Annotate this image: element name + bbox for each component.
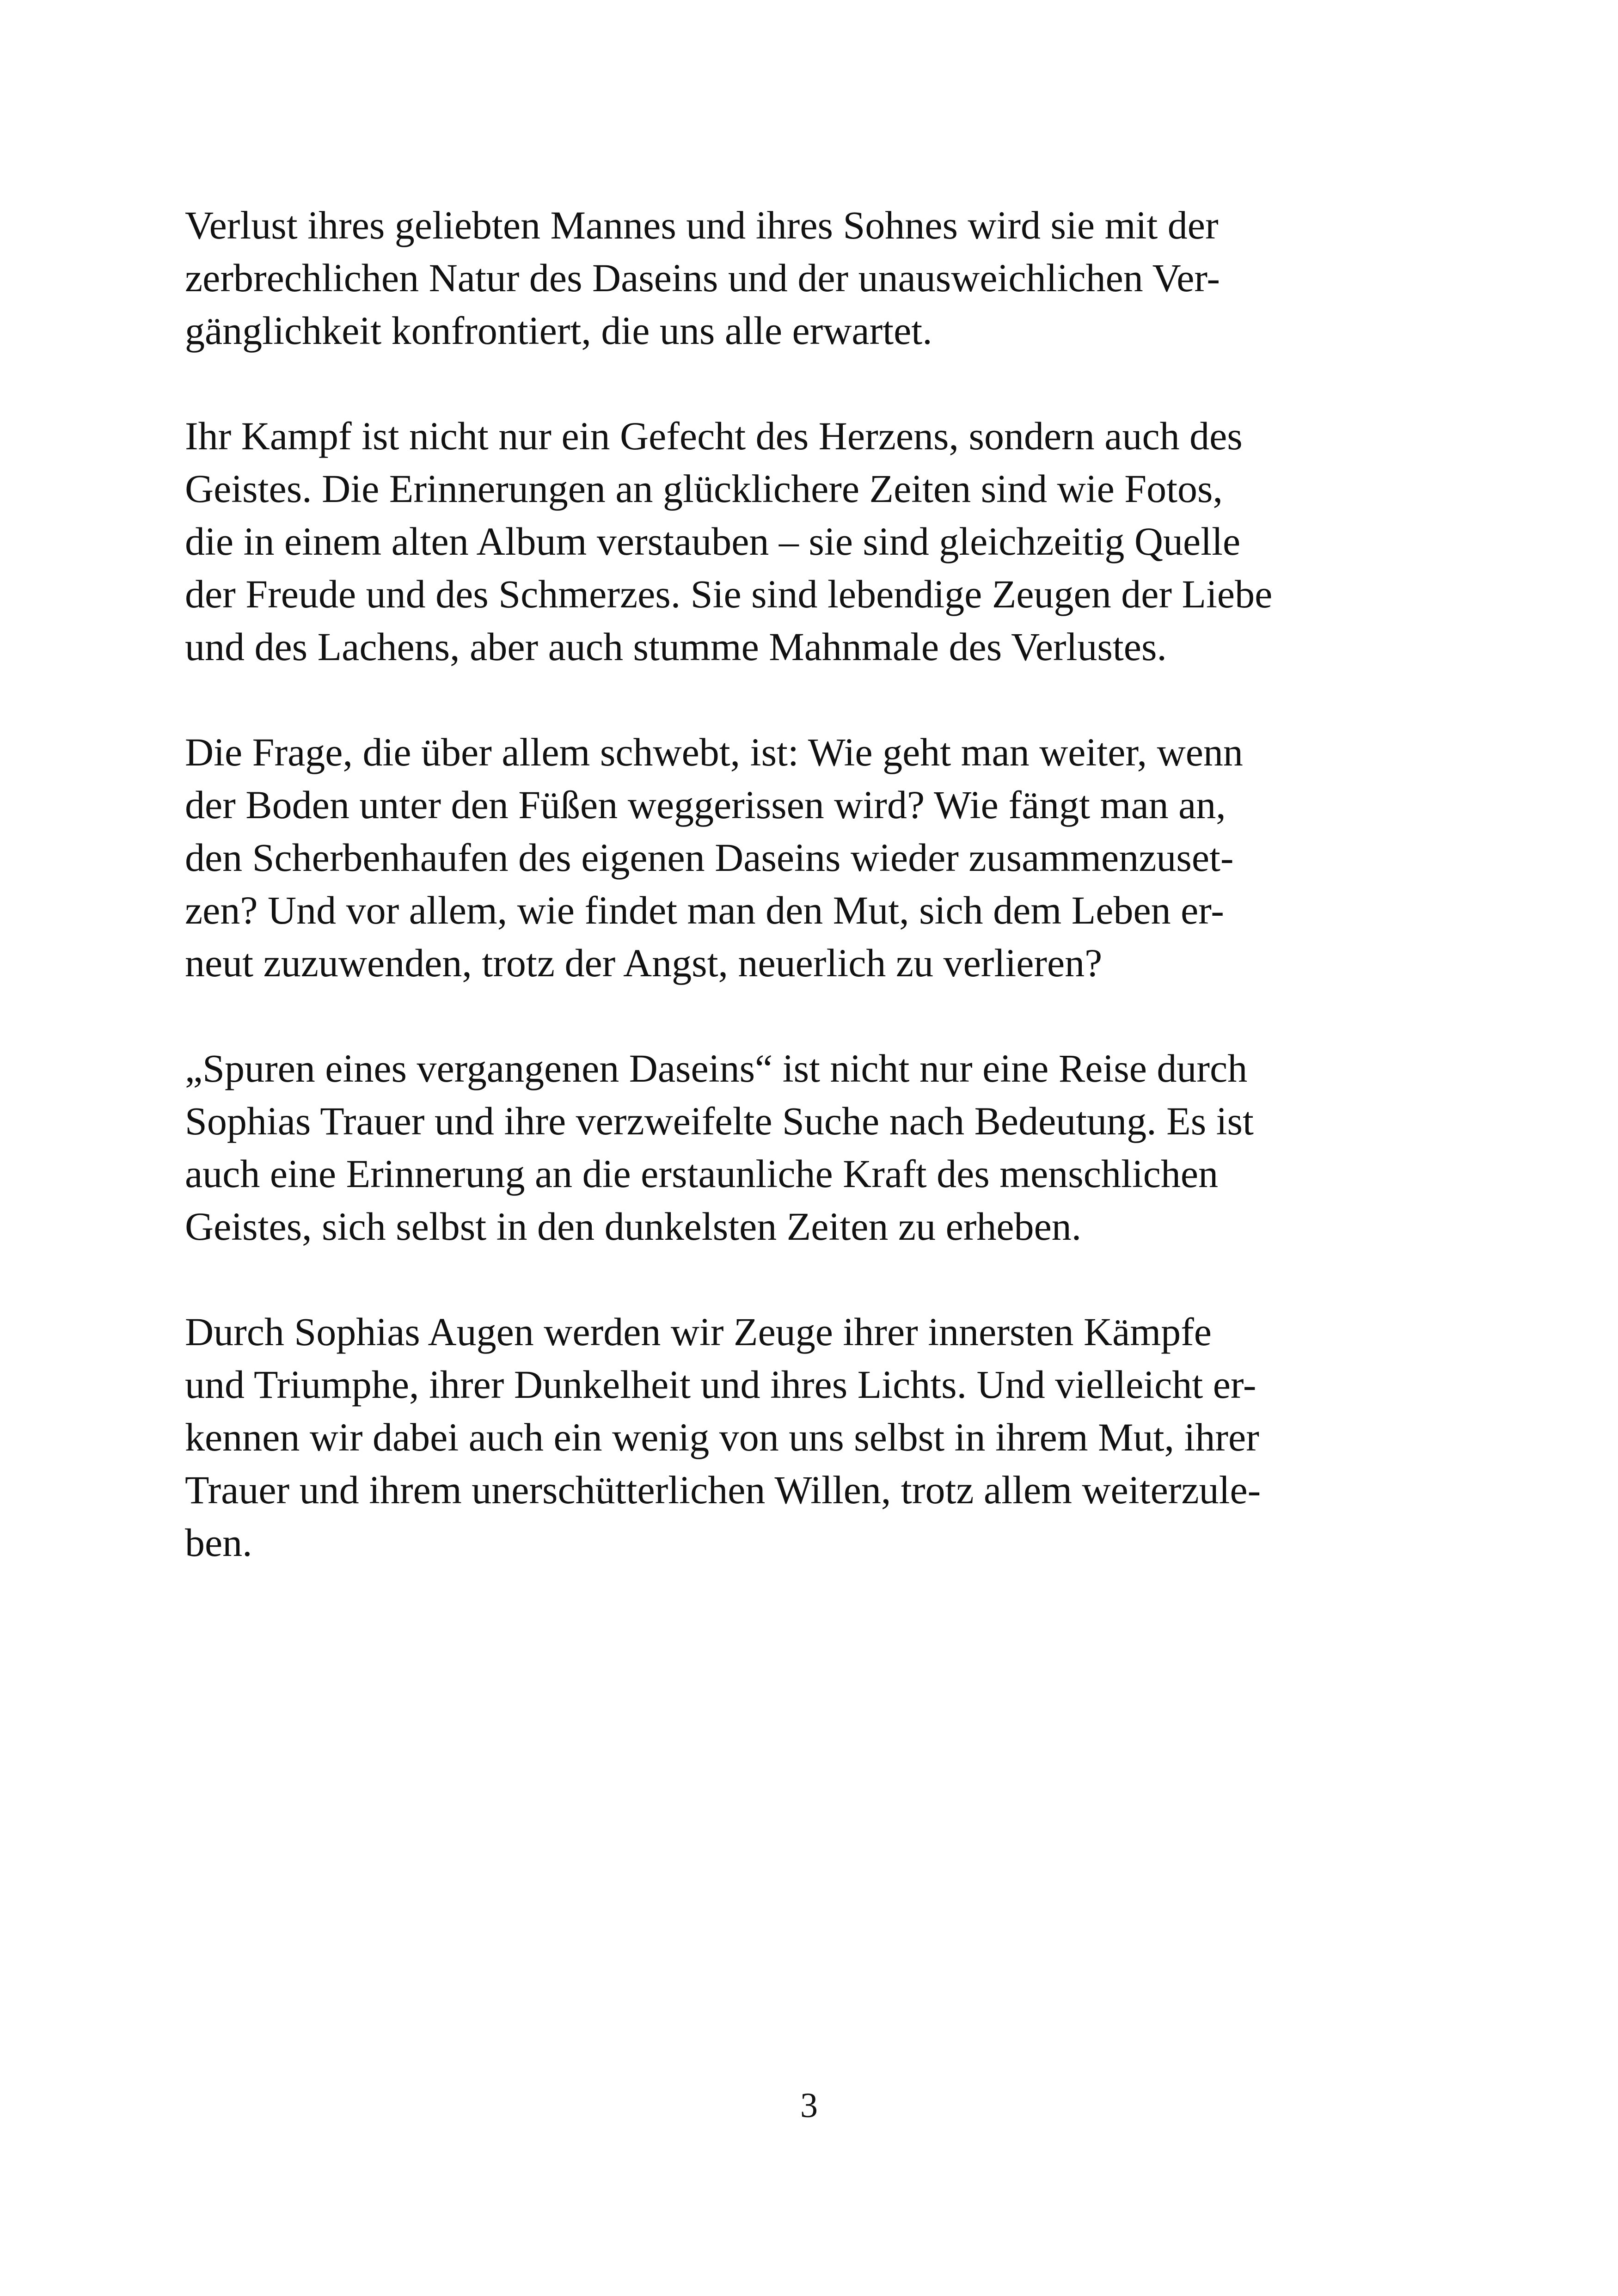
text-line: Ihr Kampf ist nicht nur ein Gefecht des Herzens, sondern auch des [185, 414, 1243, 458]
text-line: Verlust ihres geliebten Mannes und ihres Sohnes wird sie mit der [185, 203, 1219, 247]
text-line: und des Lachens, aber auch stumme Mahnmale des Verlustes. [185, 625, 1167, 669]
page-number: 3 [800, 2086, 818, 2125]
paragraph-1 [185, 199, 1461, 357]
text-line: auch eine Erinnerung an die erstaunliche Kraft des menschlichen [185, 1151, 1219, 1196]
body-text [185, 199, 1461, 1622]
text-line: „Spuren eines vergangenen Daseins“ ist nicht nur eine Reise durch [185, 1046, 1248, 1090]
text-line: Durch Sophias Augen werden wir Zeuge ihrer innersten Kämpfe [185, 1310, 1212, 1354]
text-line: zerbrechlichen Natur des Daseins und der unausweichlichen Ver- [185, 256, 1220, 300]
text-line: der Freude und des Schmerzes. Sie sind lebendige Zeugen der Liebe [185, 572, 1273, 616]
text-line: Sophias Trauer und ihre verzweifelte Suche nach Bedeutung. Es ist [185, 1099, 1254, 1143]
text-line: Trauer und ihrem unerschütterlichen Willen, trotz allem weiterzule- [185, 1468, 1261, 1512]
text-line: ben. [185, 1520, 252, 1565]
paragraph-3 [185, 726, 1461, 989]
text-line: die in einem alten Album verstauben – sie sind gleichzeitig Quelle [185, 519, 1241, 563]
text-line: Geistes. Die Erinnerungen an glücklichere Zeiten sind wie Fotos, [185, 466, 1223, 511]
text-line: den Scherbenhaufen des eigenen Daseins wieder zusammenzuset- [185, 835, 1234, 880]
text-line: kennen wir dabei auch ein wenig von uns selbst in ihrem Mut, ihrer [185, 1415, 1259, 1459]
text-line: zen? Und vor allem, wie findet man den Mut, sich dem Leben er- [185, 888, 1224, 932]
text-line: neut zuzuwenden, trotz der Angst, neuerlich zu verlieren? [185, 941, 1103, 985]
paragraph-2 [185, 410, 1461, 673]
text-line: Die Frage, die über allem schwebt, ist: Wie geht man weiter, wenn [185, 730, 1243, 774]
text-line: gänglichkeit konfrontiert, die uns alle erwartet. [185, 308, 932, 353]
paragraph-5 [185, 1305, 1461, 1569]
text-line: Geistes, sich selbst in den dunkelsten Zeiten zu erheben. [185, 1204, 1082, 1249]
paragraph-4 [185, 1042, 1461, 1253]
text-line: der Boden unter den Füßen weggerissen wird? Wie fängt man an, [185, 783, 1226, 827]
text-line: und Triumphe, ihrer Dunkelheit und ihres Lichts. Und vielleicht er- [185, 1362, 1256, 1407]
